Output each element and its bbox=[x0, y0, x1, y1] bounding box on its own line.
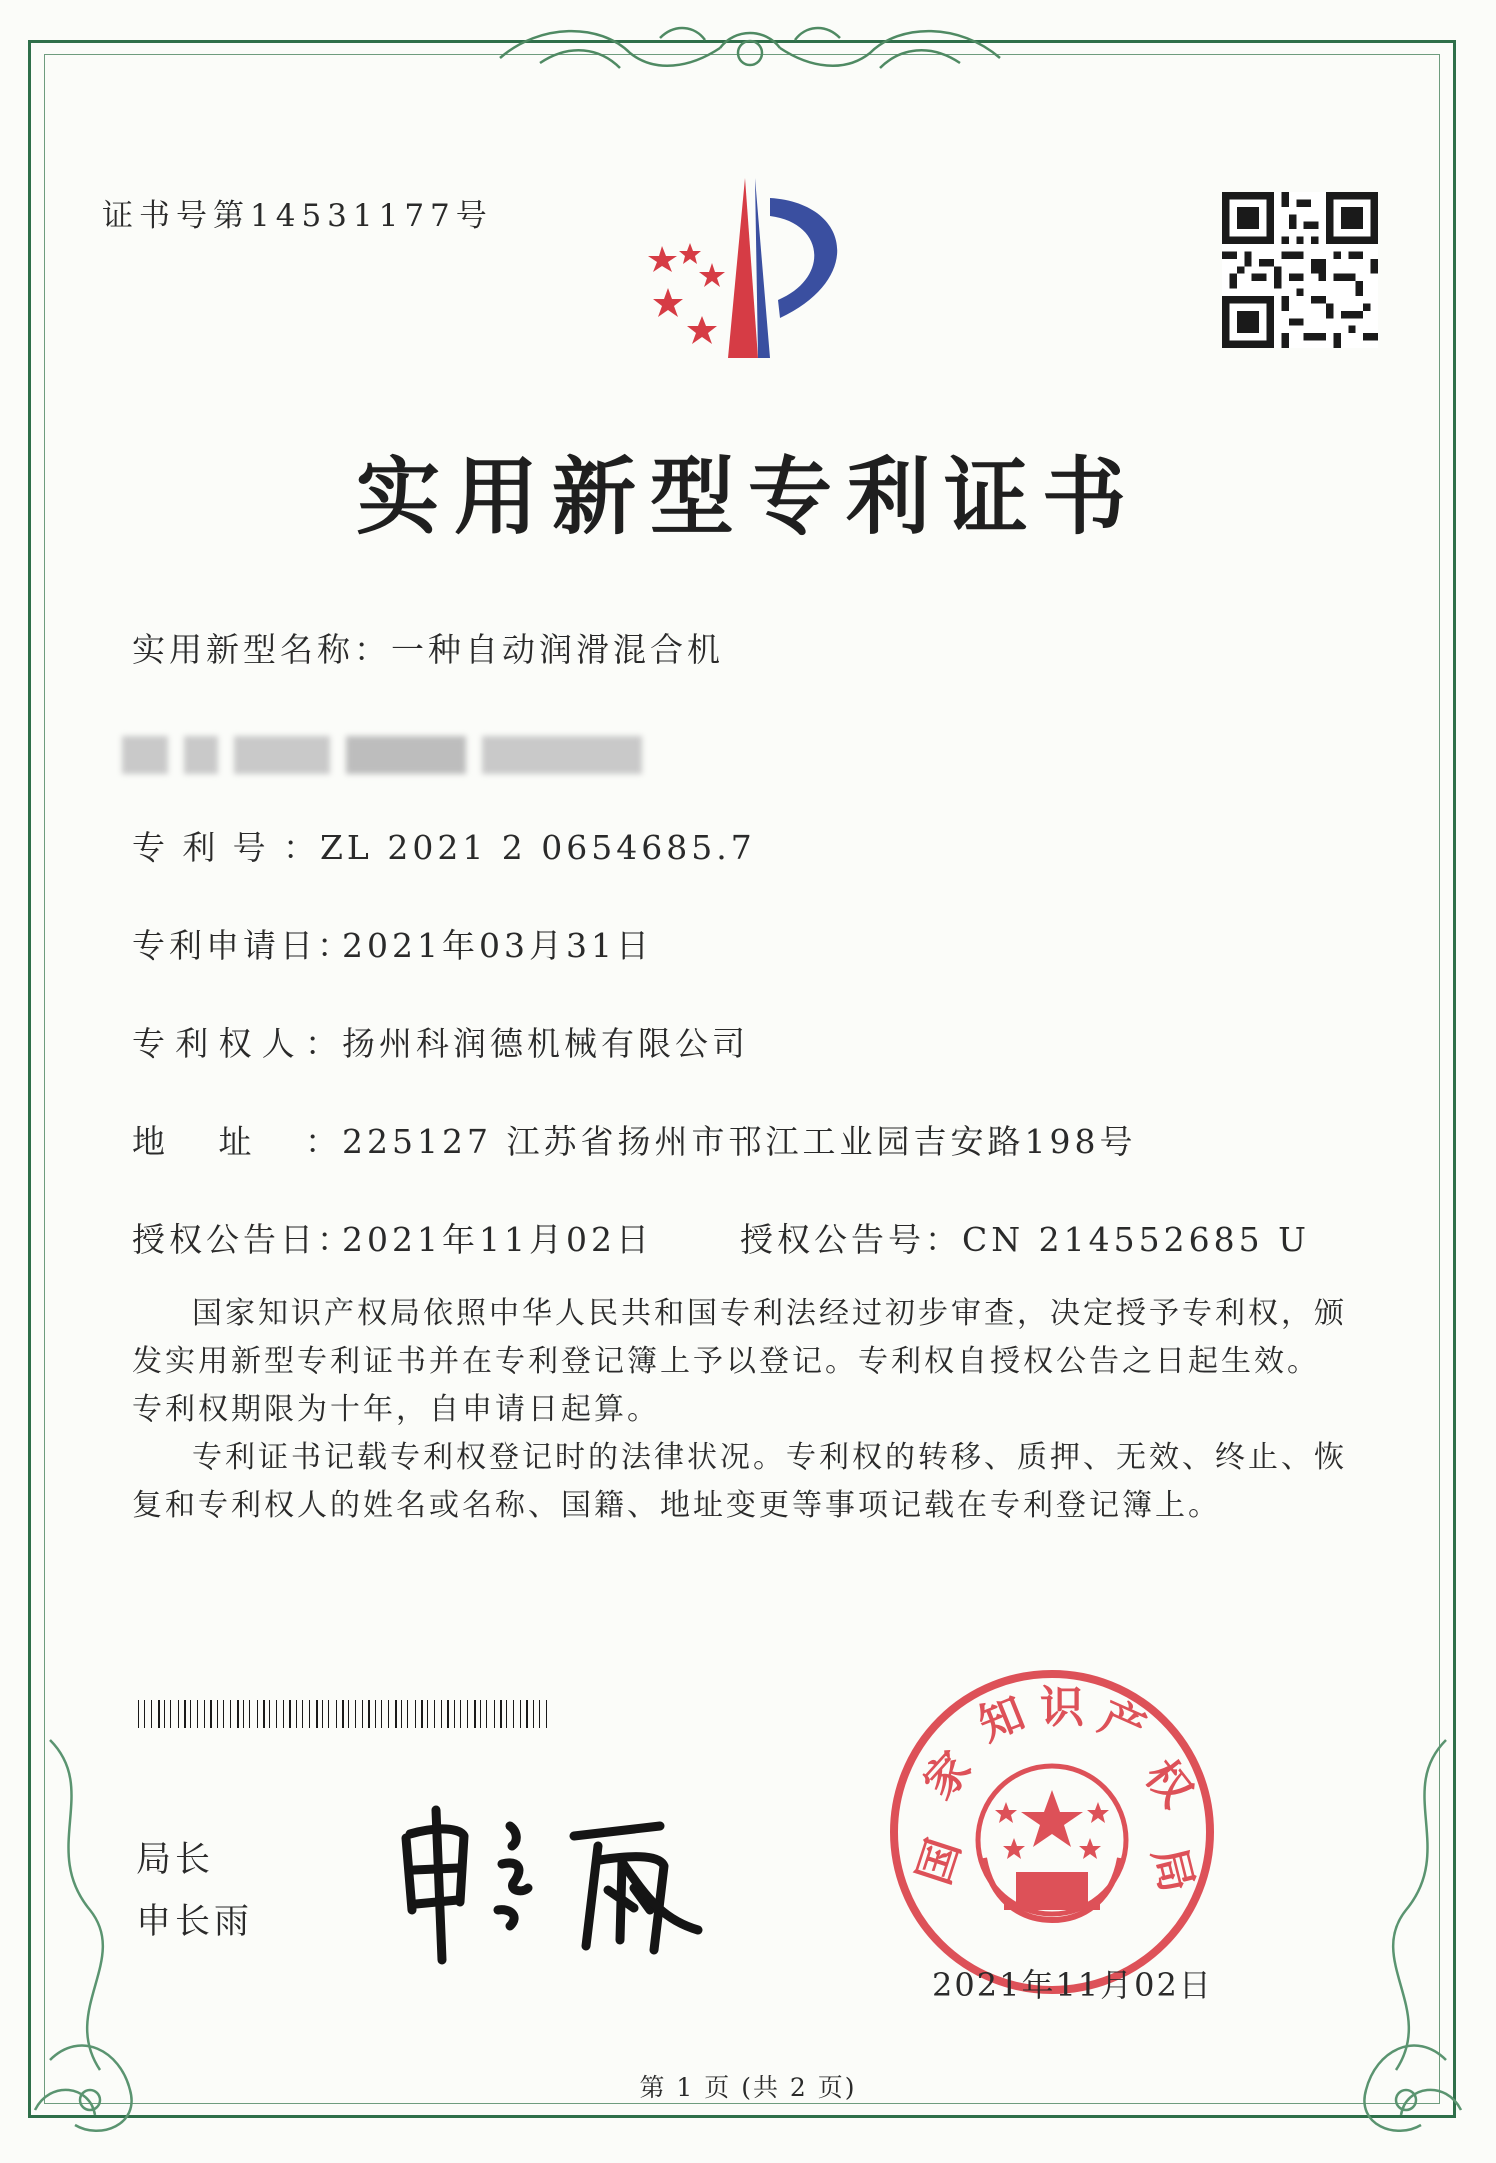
grant-date-label: 授权公告日： bbox=[132, 1220, 354, 1259]
svg-text:家: 家 bbox=[913, 1742, 982, 1810]
certificate-title: 实用新型专利证书 bbox=[355, 447, 1140, 546]
top-ornament bbox=[480, 18, 1020, 88]
patent-number-value: ZL 2021 2 0654685.7 bbox=[320, 828, 756, 867]
certificate-number: 证书号第14531177号 bbox=[102, 198, 493, 234]
application-date-value: 2021年03月31日 bbox=[342, 926, 653, 965]
svg-text:权: 权 bbox=[1134, 1750, 1203, 1817]
patentee-value: 扬州科润德机械有限公司 bbox=[342, 1024, 749, 1063]
utility-model-name-label: 实用新型名称： bbox=[132, 630, 391, 669]
official-seal-icon bbox=[882, 1662, 1222, 2002]
application-date-label: 专利申请日： bbox=[132, 926, 354, 965]
utility-model-name-row bbox=[132, 624, 724, 671]
address-label: 地址： bbox=[132, 1122, 342, 1161]
svg-text:国: 国 bbox=[908, 1833, 971, 1891]
grant-date-row bbox=[132, 1214, 653, 1261]
patent-number-row bbox=[132, 822, 756, 869]
patentee-label: 专利权人： bbox=[132, 1024, 342, 1063]
grant-number-label: 授权公告号： bbox=[740, 1220, 962, 1259]
utility-model-name-value: 一种自动润滑混合机 bbox=[391, 630, 724, 669]
svg-text:识: 识 bbox=[1040, 1682, 1084, 1733]
seal-date: 2021年11月02日 bbox=[932, 1966, 1213, 2004]
address-value: 225127 江苏省扬州市邗江工业园吉安路198号 bbox=[342, 1122, 1137, 1161]
svg-text:产: 产 bbox=[1091, 1691, 1153, 1756]
director-title: 局长 bbox=[136, 1840, 215, 1880]
director-name: 申长雨 bbox=[136, 1902, 254, 1942]
svg-text:局: 局 bbox=[1142, 1842, 1203, 1898]
barcode-icon bbox=[138, 1700, 550, 1728]
svg-text:知: 知 bbox=[971, 1687, 1032, 1752]
application-date-row bbox=[132, 920, 653, 967]
page-indicator: 第 1 页 (共 2 页) bbox=[639, 2073, 857, 2102]
qr-code-icon bbox=[1222, 192, 1378, 348]
statement-paragraph-1: 国家知识产权局依照中华人民共和国专利法经过初步审查，决定授予专利权，颁发实用新型专利证书并在专利登记簿上予以登记。专利权自授权公告之日起生效。专利权期限为十年，自申请日起算。 bbox=[132, 1296, 1347, 1427]
patent-number-label: 专利号： bbox=[132, 828, 320, 867]
handwritten-signature bbox=[398, 1790, 758, 1970]
grant-number-value: CN 214552685 U bbox=[962, 1220, 1310, 1259]
redacted-inventor-line bbox=[122, 736, 642, 774]
grant-date-value: 2021年11月02日 bbox=[342, 1220, 653, 1259]
grant-number-row bbox=[740, 1214, 1310, 1261]
cnipa-logo-icon bbox=[620, 168, 860, 368]
statement-block bbox=[132, 1290, 1348, 1530]
patentee-row bbox=[132, 1018, 749, 1065]
statement-paragraph-2: 专利证书记载专利权登记时的法律状况。专利权的转移、质押、无效、终止、恢复和专利权人的姓名或名称、国籍、地址变更等事项记载在专利登记簿上。 bbox=[132, 1440, 1347, 1523]
address-row bbox=[132, 1116, 1136, 1163]
